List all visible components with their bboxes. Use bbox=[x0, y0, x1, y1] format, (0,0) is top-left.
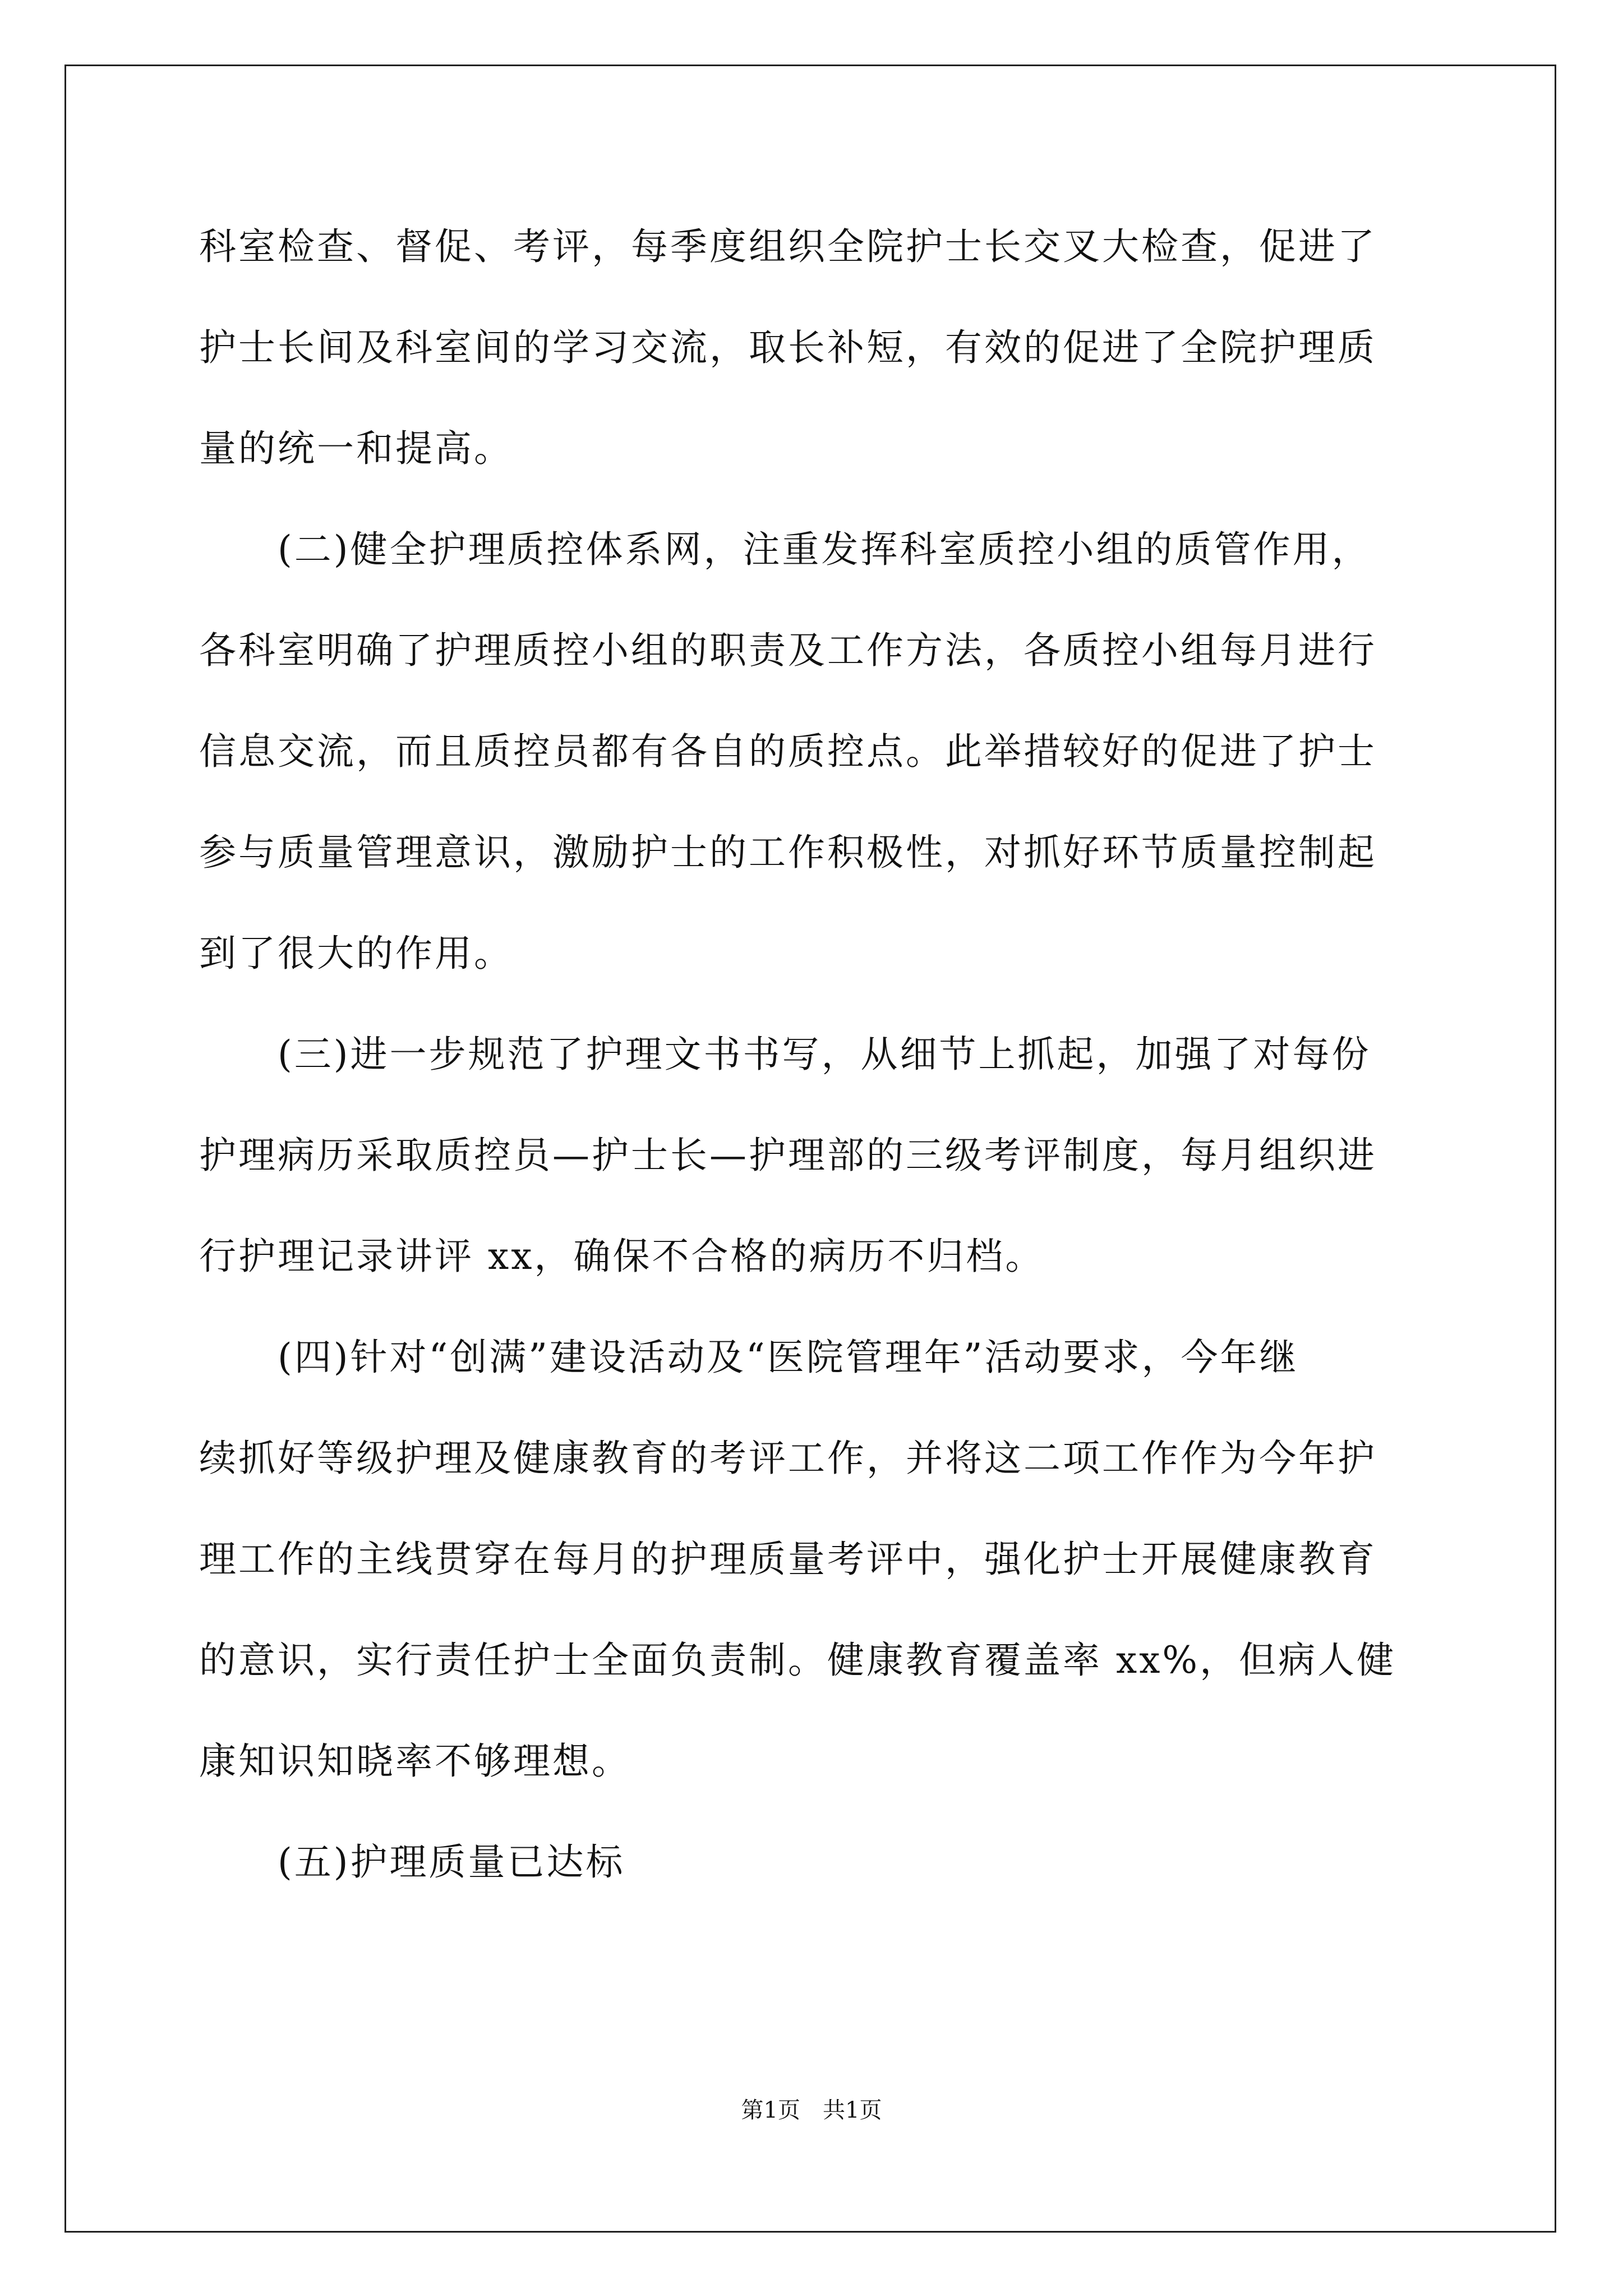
text-line: 护理病历采取质控员—护士长—护理部的三级考评制度，每月组织进 bbox=[199, 1134, 1377, 1177]
text-line: 的意识，实行责任护士全面负责制。健康教育覆盖率 xx%，但病人健 bbox=[199, 1639, 1396, 1682]
text-line: (二)健全护理质控体系网，注重发挥科室质控小组的质管作用， bbox=[199, 528, 1371, 571]
text-line: (四)针对“创满”建设活动及“医院管理年”活动要求，今年继 bbox=[199, 1336, 1299, 1379]
text-line: (五)护理质量已达标 bbox=[199, 1841, 625, 1884]
text-line: 到了很大的作用。 bbox=[199, 932, 513, 975]
text-line: 信息交流，而且质控员都有各自的质控点。此举措较好的促进了护士 bbox=[199, 730, 1377, 773]
page-footer: 第1页 共1页 bbox=[741, 2097, 882, 2123]
text-line: 科室检查、督促、考评，每季度组织全院护士长交叉大检查，促进了 bbox=[199, 225, 1377, 268]
document-body bbox=[199, 213, 1427, 1930]
text-line: (三)进一步规范了护理文书书写，从细节上抓起，加强了对每份 bbox=[199, 1033, 1371, 1076]
text-line: 行护理记录讲评 xx，确保不合格的病历不归档。 bbox=[199, 1235, 1045, 1278]
text-line: 康知识知晓率不够理想。 bbox=[199, 1740, 631, 1783]
text-line: 参与质量管理意识，激励护士的工作积极性，对抓好环节质量控制起 bbox=[199, 831, 1377, 874]
text-line: 量的统一和提高。 bbox=[199, 427, 513, 470]
text-line: 理工作的主线贯穿在每月的护理质量考评中，强化护士开展健康教育 bbox=[199, 1538, 1377, 1581]
text-line: 续抓好等级护理及健康教育的考评工作，并将这二项工作作为今年护 bbox=[199, 1437, 1377, 1480]
text-line: 各科室明确了护理质控小组的职责及工作方法，各质控小组每月进行 bbox=[199, 629, 1377, 672]
text-line: 护士长间及科室间的学习交流，取长补短，有效的促进了全院护理质 bbox=[199, 326, 1377, 369]
